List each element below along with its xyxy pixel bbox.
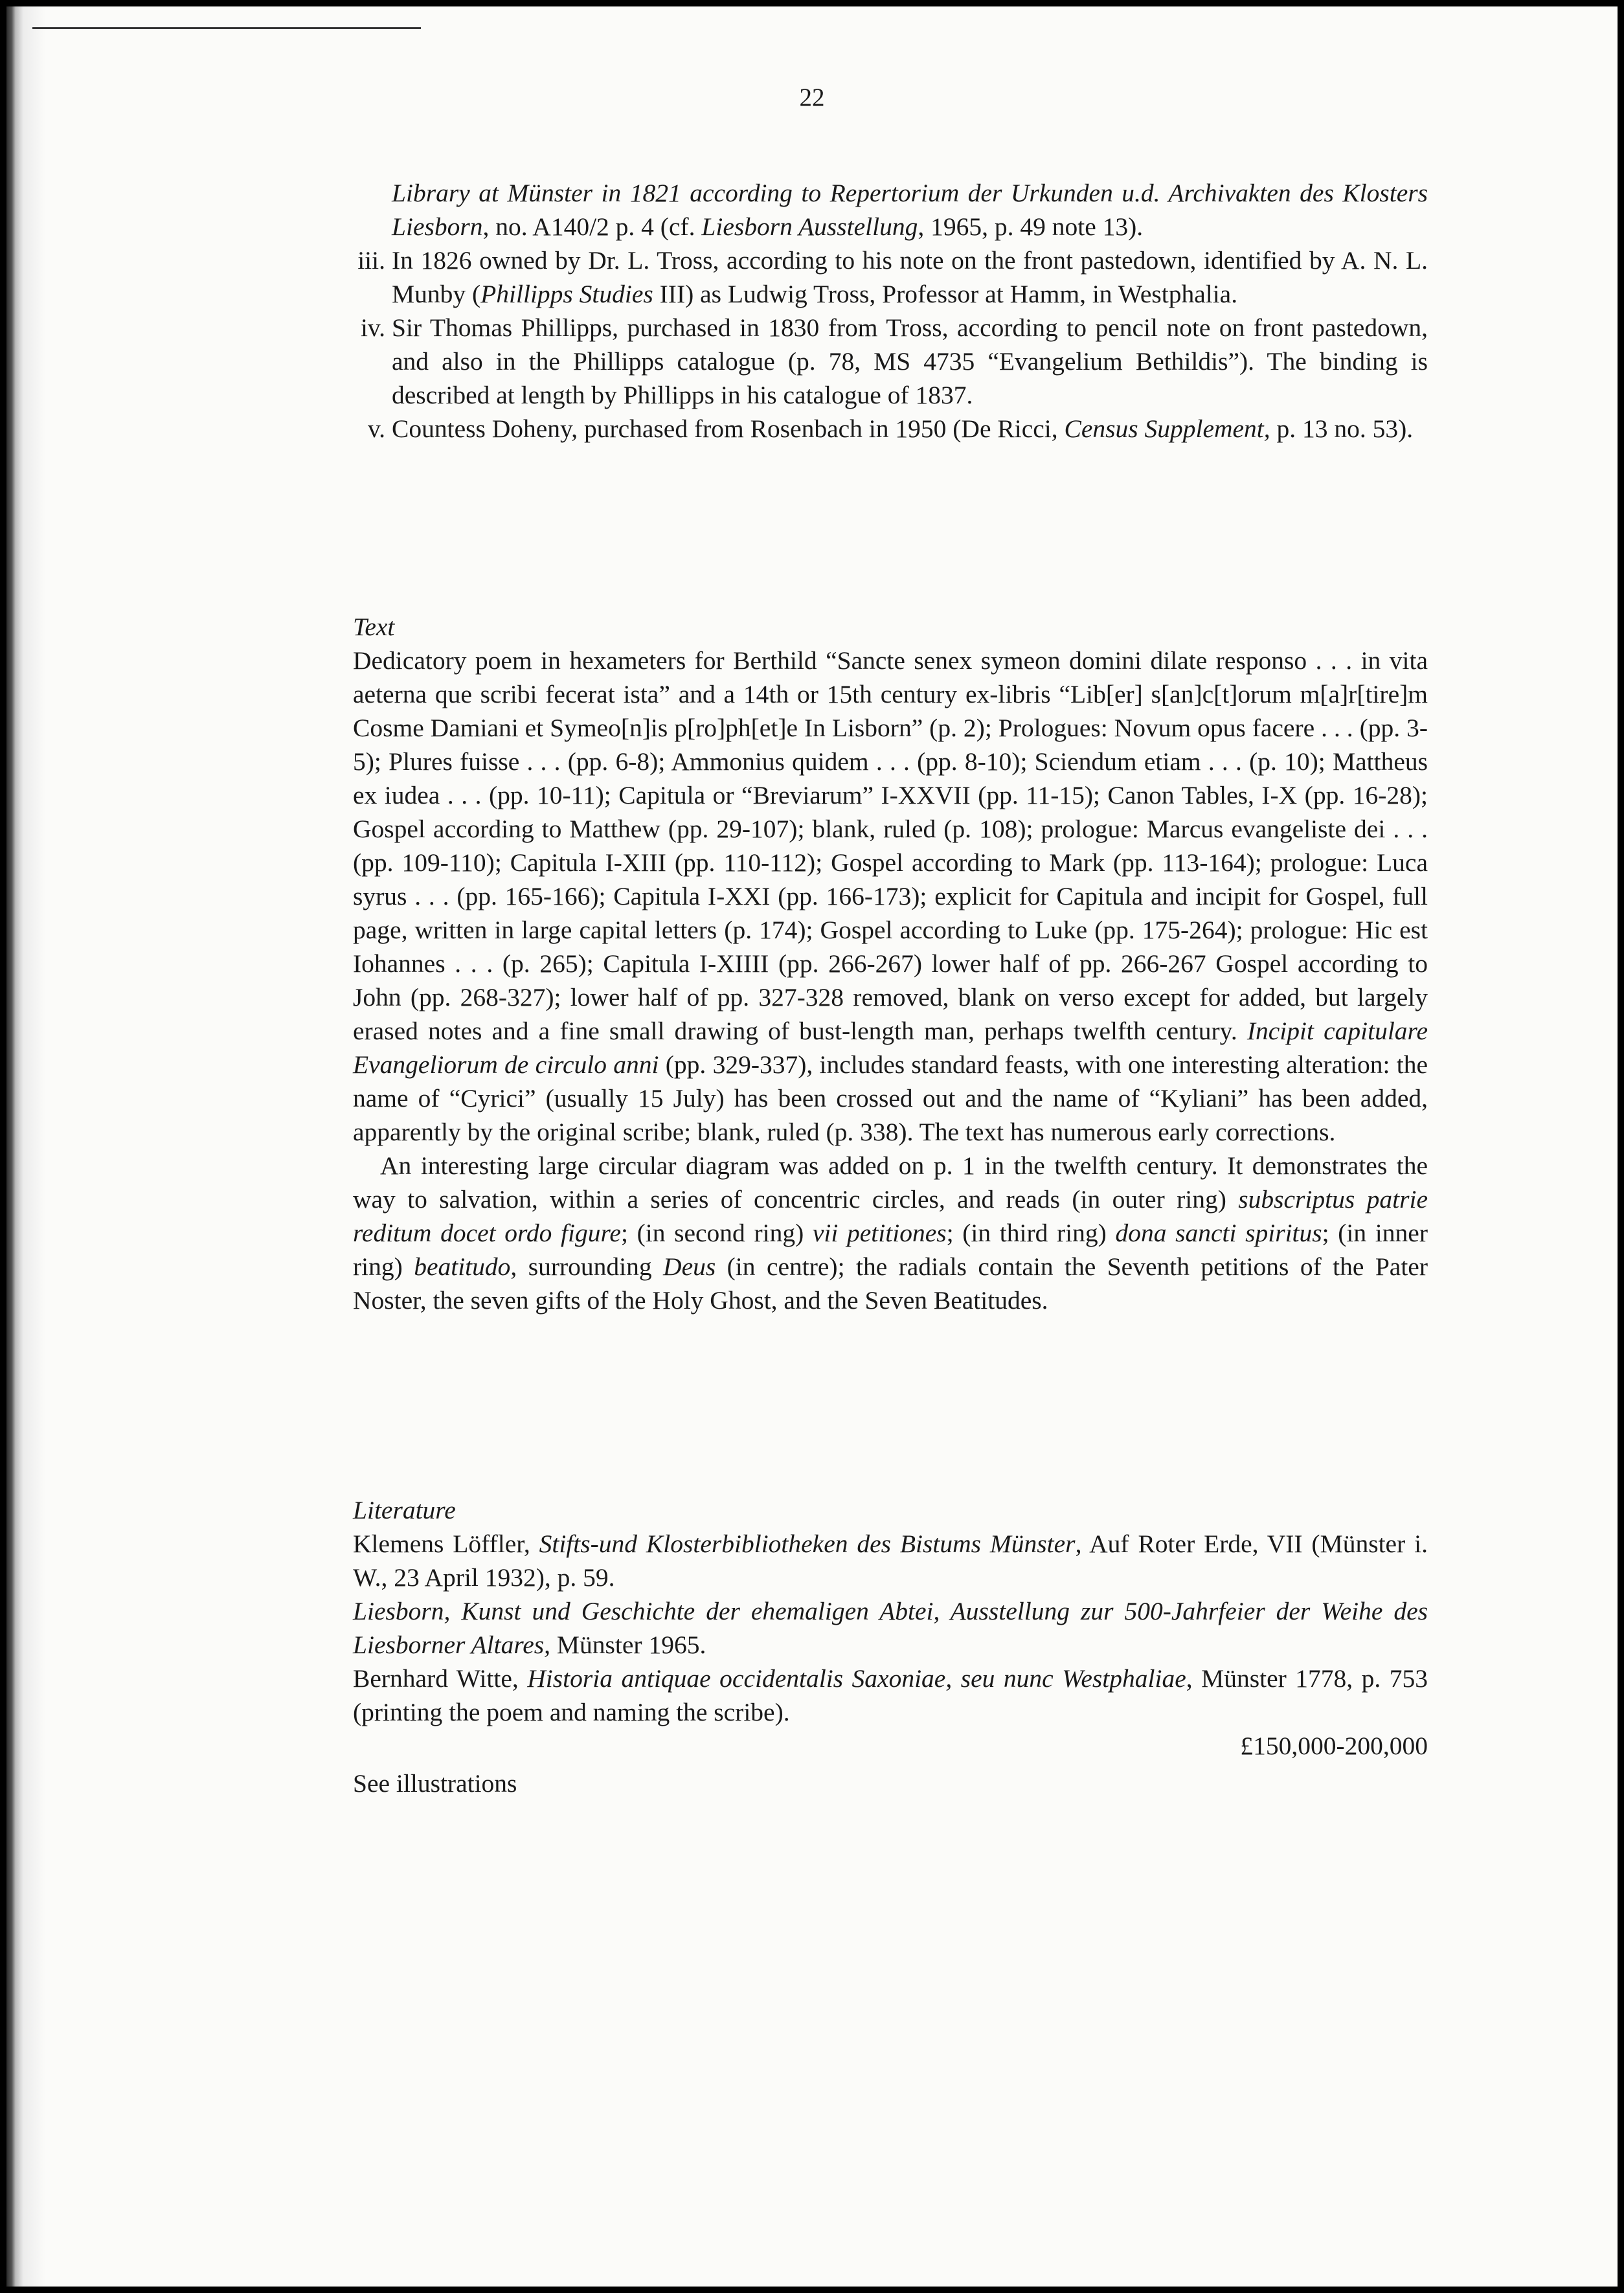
italic-run: Liesborn Ausstellung [701,212,918,241]
text-run: Dedicatory poem in hexameters for Berthild “Sancte senex symeon domini dilate responso . . . in vita aeterna que scribi fecerat ista” and a 14th or 15th century ex-libris “Lib[er] s[an]c[t]orum m[a]r[tire]m Cosme Damiani et Symeo[n]is p[ro]ph[et]e In Lisborn” (p. 2); Prologues: Novum opus facere . . . (pp. 3-5); Plures fuisse . . . (pp. 6-8); Ammonius quidem . . . (pp. 8-10); Sciendum etiam . . . (p. 10); Mattheus ex iudea . . . (pp. 10-11); Capitula or “Breviarum” I-XXVII (pp. 11-15); Canon Tables, I-X (pp. 16-28); Gospel according to Matthew (pp. 29-107); blank, ruled (p. 108); prologue: Marcus evangeliste dei . . . (pp. 109-110); Capitula I-XIII (pp. 110-112); Gospel according to Mark (pp. 113-164); prologue: Luca syrus . . . (pp. 165-166); Capitula I-XXI (pp. 166-173); explicit for Capitula and incipit for Gospel, full page, written in large capital letters (p. 174); Gospel according to Luke (pp. 175-264); prologue: Hic est Iohannes . . . (p. 265); Capitula I-XIIII (pp. 266-267) lower half of pp. 266-267 Gospel according to John (pp. 268-327); lower half of pp. 327-328 removed, blank on verso except for added, but largely erased notes and a fine small drawing of bust-length man, perhaps twelfth century. [353,646,1428,1045]
italic-run: Liesborn, Kunst und Geschichte der ehemaligen Abtei, Ausstellung zur 500-Jahrfeier der Weihe des Liesborner Altares, [353,1597,1428,1659]
text-run: Countess Doheny, purchased from Rosenbach in 1950 (De Ricci, [392,414,1065,443]
provenance-number: iv. [360,313,385,342]
text-section [353,610,1428,1317]
literature-section [353,1493,1428,1800]
text-run: , Münster 1778, p. 753 (printing the poem and naming the scribe). [353,1664,1428,1726]
text-run: ; (in third ring) [946,1219,1116,1247]
text-run: ; (in second ring) [620,1219,813,1247]
text-run: (pp. 329-337), includes standard feasts, with one interesting alteration: the name of “Cyrici” (usually 15 July) has been crossed out and the name of “Kyliani” has been added, apparently by the original scribe; blank, ruled (p. 338). The text has numerous early corrections. [353,1050,1428,1146]
text-run: , no. A140/2 p. 4 (cf. [482,212,702,241]
text-paragraph-diagram [353,1149,1428,1317]
section-heading-literature: Literature [353,1496,456,1524]
page-number: 22 [799,84,825,111]
section-heading-text: Text [353,613,395,641]
text-run: ; (in inner ring) [353,1219,1428,1281]
provenance-text [392,414,1413,443]
literature-entry [353,1594,1428,1662]
italic-run: Historia antiquae occidentalis Saxoniae, seu nunc Westphaliae [527,1664,1186,1693]
provenance-item-iv [353,311,1428,412]
literature-entry [353,1527,1428,1594]
provenance-text [392,313,1428,409]
provenance-item-iii [353,243,1428,311]
see-illustrations-note: See illustrations [353,1769,517,1798]
italic-run: dona sancti spiritus [1115,1219,1322,1247]
italic-run: Library at Münster in 1821 according to Repertorium der Urkunden u.d. Archivakten des Klosters Liesborn [392,179,1428,241]
provenance-text [392,246,1428,308]
italic-run: Stifts-und Klosterbibliotheken des Bistums Münster [539,1530,1076,1558]
italic-run: beatitudo [414,1252,511,1281]
text-run: , 1965, p. 49 note 13). [918,212,1144,241]
text-run: Bernhard Witte, [353,1664,528,1693]
literature-entry [353,1662,1428,1729]
italic-run: subscriptus patrie reditum docet ordo figure [353,1185,1428,1247]
text-run: An interesting large circular diagram was added on p. 1 in the twelfth century. It demonstrates the way to salvation, within a series of concentric circles, and reads (in outer ring) [353,1151,1428,1214]
text-run: In 1826 owned by Dr. L. Tross, according to his note on the front pastedown, identified by A. N. L. Munby ( [392,246,1428,308]
text-run: III) as Ludwig Tross, Professor at Hamm, in Westphalia. [653,280,1238,308]
text-run: Münster 1965. [550,1631,706,1659]
italic-run: Incipit capitulare Evangeliorum de circulo anni [353,1017,1428,1079]
price-estimate: £150,000-200,000 [1240,1732,1428,1760]
text-paragraph-contents [353,644,1428,1149]
provenance-number: iii. [357,246,385,275]
provenance-list [353,176,1428,446]
provenance-item-v [353,412,1428,446]
text-run: , surrounding [510,1252,664,1281]
text-run: , Auf Roter Erde, VII (Münster i. W., 23 April 1932), p. 59. [353,1530,1428,1592]
text-run: (in centre); the radials contain the Seventh petitions of the Pater Noster, the seven gifts of the Holy Ghost, and the Seven Beatitudes. [353,1252,1428,1315]
italic-run: vii petitiones [812,1219,947,1247]
provenance-number: v. [367,414,385,443]
top-rule [32,27,421,29]
provenance-continuation [353,176,1428,243]
italic-run: Census Supplement, [1064,414,1270,443]
text-run: p. 13 no. 53). [1270,414,1414,443]
italic-run: Phillipps Studies [480,280,653,308]
text-run: Sir Thomas Phillipps, purchased in 1830 from Tross, according to pencil note on front pastedown, and also in the Phillipps catalogue (p. 78, MS 4735 “Evangelium Bethildis”). The binding is described at length by Phillipps in his catalogue of 1837. [392,313,1428,409]
italic-run: Deus [663,1252,716,1281]
text-run: Klemens Löffler, [353,1530,539,1558]
